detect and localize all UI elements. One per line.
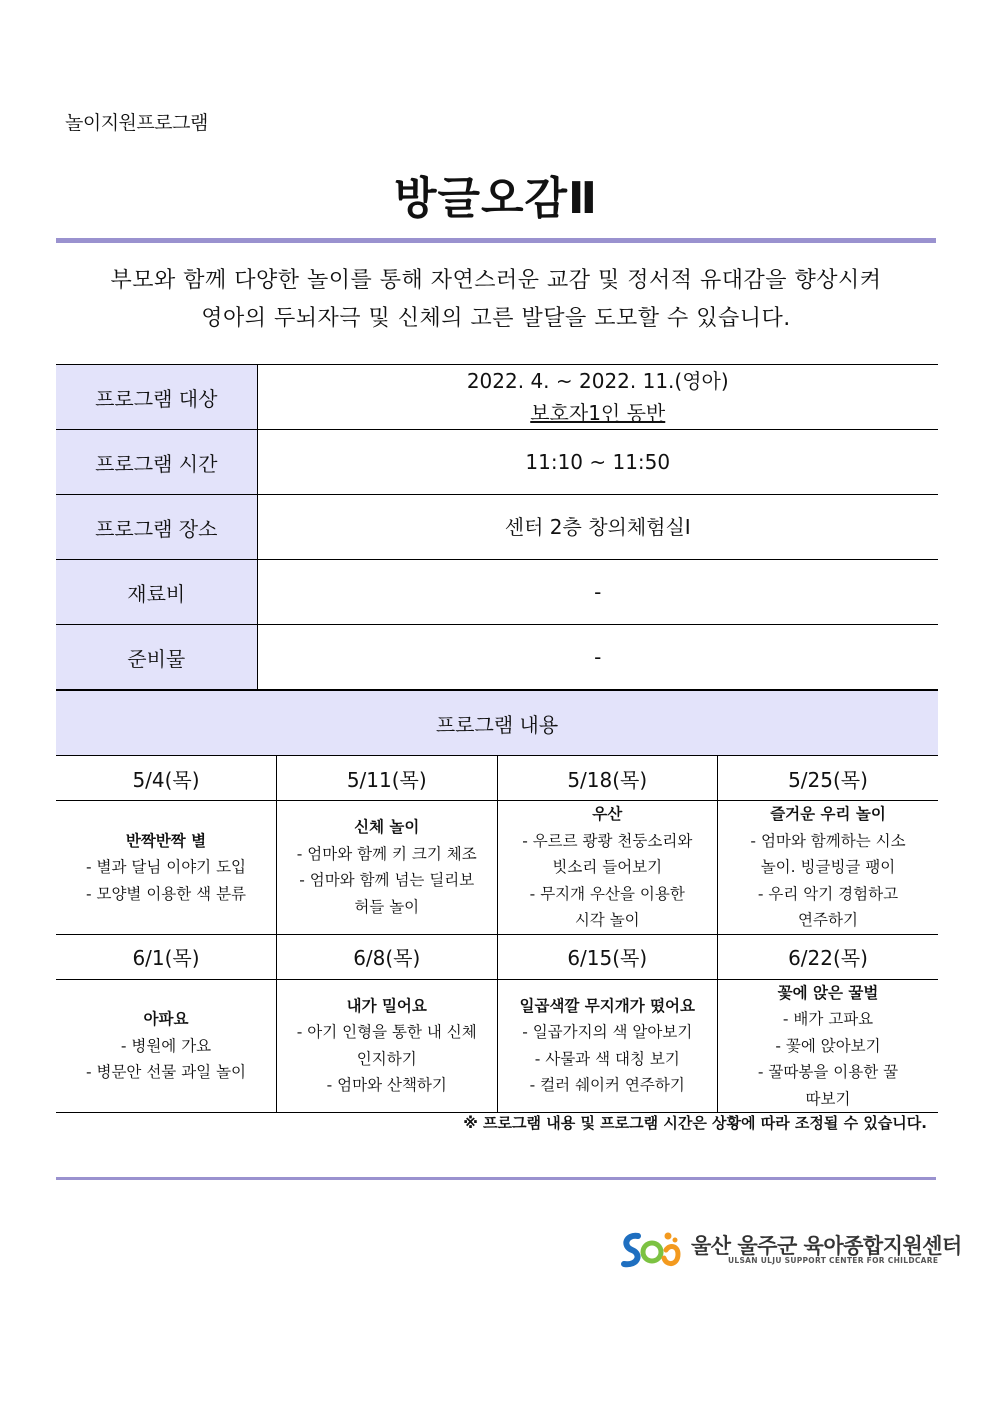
activity-line: - 병문안 선물 과일 놀이 <box>85 1063 247 1081</box>
center-logo <box>620 1228 962 1272</box>
info-row-fee <box>56 560 938 625</box>
activity-row-1 <box>56 801 938 935</box>
activity-line: - 엄마와 함께 키 크기 체조 <box>296 844 477 863</box>
target-guardian: 보호자1인 동반 <box>530 401 666 425</box>
page-title: 방글오감Ⅱ <box>394 173 598 224</box>
activity-line: 인지하기 <box>356 1049 417 1068</box>
time-label: 프로그램 시간 <box>56 430 257 495</box>
fee-label: 재료비 <box>56 560 257 625</box>
activity-row-2 <box>56 979 938 1113</box>
info-row-place <box>56 495 938 560</box>
session-date: 6/15(목) <box>497 934 718 979</box>
fee-value: - <box>257 560 938 625</box>
session-date: 6/8(목) <box>277 934 498 979</box>
activity-cell <box>718 979 939 1113</box>
program-content-table <box>56 690 938 1113</box>
activity-title: 즐거운 우리 놀이 <box>770 805 886 823</box>
activity-line: 연주하기 <box>798 911 858 929</box>
center-name: 울산 울주군 육아종합지원센터 <box>691 1234 962 1258</box>
place-label: 프로그램 장소 <box>56 495 257 560</box>
place-value: 센터 2층 창의체험실Ⅰ <box>257 495 938 560</box>
activity-line: - 일곱가지의 색 알아보기 <box>522 1023 693 1042</box>
activity-line: - 우르르 쾅쾅 천둥소리와 <box>522 831 693 850</box>
activity-line: - 우리 악기 경험하고 <box>757 884 899 903</box>
activity-line: - 모양별 이용한 색 분류 <box>85 884 247 903</box>
supplies-value: - <box>257 625 938 690</box>
title-divider <box>56 238 936 243</box>
activity-line: 허들 놀이 <box>354 897 420 916</box>
session-date: 5/18(목) <box>497 756 718 801</box>
info-row-target <box>56 365 938 430</box>
activity-line: - 엄마와 함께하는 시소 <box>750 831 906 850</box>
category-label: 놀이지원프로그램 <box>65 112 208 134</box>
activity-cell <box>718 801 939 935</box>
description-line-2: 영아의 두뇌자극 및 신체의 고른 발달을 도모할 수 있습니다. <box>201 306 791 331</box>
activity-line: - 꽃에 앉아보기 <box>775 1036 881 1055</box>
activity-line: - 아기 인형을 통한 내 신체 <box>296 1023 477 1042</box>
activity-line: - 무지개 우산을 이용한 <box>529 884 685 903</box>
date-row-1 <box>56 756 938 801</box>
activity-title: 내가 밀어요 <box>346 996 427 1015</box>
activity-cell <box>56 979 277 1113</box>
activity-line: - 배가 고파요 <box>782 1010 874 1028</box>
session-date: 5/4(목) <box>56 756 277 801</box>
activity-cell <box>277 979 498 1113</box>
activity-title: 우산 <box>592 805 623 823</box>
target-value <box>257 365 938 430</box>
center-logo-icon <box>620 1228 682 1272</box>
activity-line: 놀이. 빙글빙글 팽이 <box>760 858 896 876</box>
session-date: 5/25(목) <box>718 756 939 801</box>
activity-line: - 엄마와 산책하기 <box>326 1076 447 1095</box>
supplies-label: 준비물 <box>56 625 257 690</box>
activity-line: - 사물과 색 대칭 보기 <box>534 1049 680 1068</box>
program-description <box>56 262 936 338</box>
info-row-supplies <box>56 625 938 690</box>
activity-line: - 컬러 쉐이커 연주하기 <box>529 1076 685 1095</box>
activity-cell <box>277 801 498 935</box>
activity-line: - 꿀따봉을 이용한 꿀 <box>757 1063 899 1081</box>
footer-divider <box>56 1177 936 1180</box>
time-value: 11:10 ~ 11:50 <box>257 430 938 495</box>
center-name-english: ULSAN ULJU SUPPORT CENTER FOR CHILDCARE <box>728 1256 939 1265</box>
activity-cell <box>497 979 718 1113</box>
target-label: 프로그램 대상 <box>56 365 257 430</box>
program-info-table <box>56 364 938 690</box>
activity-line: 빗소리 들어보기 <box>552 858 663 876</box>
activity-line: - 별과 달님 이야기 도입 <box>85 858 247 876</box>
content-header: 프로그램 내용 <box>56 691 938 756</box>
activity-cell <box>56 801 277 935</box>
session-date: 6/22(목) <box>718 934 939 979</box>
schedule-note: ※ 프로그램 내용 및 프로그램 시간은 상황에 따라 조정될 수 있습니다. <box>463 1114 927 1132</box>
description-line-1: 부모와 함께 다양한 놀이를 통해 자연스러운 교감 및 정서적 유대감을 향상시켜 <box>110 268 882 293</box>
activity-title: 신체 놀이 <box>354 818 420 837</box>
activity-line: 따보기 <box>805 1089 851 1108</box>
activity-title: 일곱색깔 무지개가 떴어요 <box>519 996 695 1015</box>
session-date: 5/11(목) <box>277 756 498 801</box>
activity-title: 반짝반짝 별 <box>125 831 207 850</box>
activity-line: - 엄마와 함께 넘는 딜리보 <box>299 871 475 890</box>
activity-line: - 병원에 가요 <box>120 1036 212 1055</box>
activity-cell <box>497 801 718 935</box>
session-date: 6/1(목) <box>56 934 277 979</box>
date-row-2 <box>56 934 938 979</box>
activity-title: 꽃에 앉은 꿀벌 <box>777 983 879 1002</box>
target-period: 2022. 4. ~ 2022. 11.(영아) <box>466 369 729 393</box>
activity-line: 시각 놀이 <box>574 911 640 929</box>
info-row-time <box>56 430 938 495</box>
activity-title: 아파요 <box>143 1010 189 1028</box>
